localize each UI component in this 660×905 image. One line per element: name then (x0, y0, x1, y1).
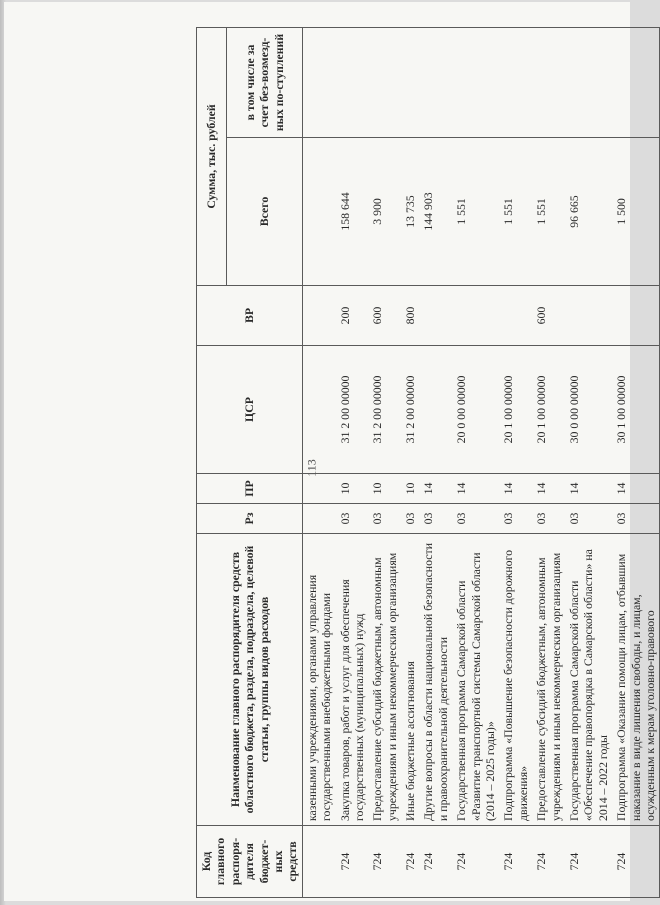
page-number: 113 (304, 459, 319, 477)
header-row (197, 28, 227, 898)
cell-name: Государственная программа Самарской области «Обеспечение правопорядка в Самарской области» на 2014 – 2022 годы (565, 534, 612, 826)
cell-code: 724 (452, 826, 499, 898)
cell-incl (532, 28, 565, 138)
cell-vr: 800 (401, 286, 419, 346)
table-row (532, 28, 565, 898)
table-row (452, 28, 499, 898)
cell-vr (565, 286, 612, 346)
cell-rz (302, 504, 335, 534)
cell-rz: 03 (499, 504, 532, 534)
cell-incl (612, 28, 660, 138)
cell-incl (565, 28, 612, 138)
cell-incl (419, 28, 452, 138)
cell-pr: 10 (401, 474, 419, 504)
cell-code: 724 (532, 826, 565, 898)
header-csr: ЦСР (197, 346, 303, 474)
cell-total: 158 644 (336, 138, 369, 286)
cell-code: 724 (612, 826, 660, 898)
cell-total: 1 551 (532, 138, 565, 286)
cell-csr: 30 0 00 00000 (565, 346, 612, 474)
cell-rz: 03 (368, 504, 401, 534)
cell-rz: 03 (612, 504, 660, 534)
table-row (612, 28, 660, 898)
table-row (401, 28, 419, 898)
cell-csr: 20 1 00 00000 (532, 346, 565, 474)
cell-name: Предоставление субсидий бюджетным, автономным учреждениям и иным некоммерческим организациям (532, 534, 565, 826)
header-rz: Рз (197, 504, 303, 534)
cell-rz: 03 (565, 504, 612, 534)
cell-rz: 03 (401, 504, 419, 534)
header-vr: ВР (197, 286, 303, 346)
table-row (419, 28, 452, 898)
cell-pr (302, 474, 335, 504)
cell-csr: 31 2 00 00000 (401, 346, 419, 474)
table-row (302, 28, 335, 898)
cell-csr: 31 2 00 00000 (368, 346, 401, 474)
cell-vr (419, 286, 452, 346)
cell-incl (368, 28, 401, 138)
cell-csr: 30 1 00 00000 (612, 346, 660, 474)
cell-total: 1 551 (452, 138, 499, 286)
cell-code: 724 (419, 826, 452, 898)
cell-pr: 10 (336, 474, 369, 504)
cell-incl (401, 28, 419, 138)
header-code: Код главного распоря-дителя бюджет-ных средств (197, 826, 303, 898)
cell-code: 724 (336, 826, 369, 898)
cell-name: Предоставление субсидий бюджетным, автономным учреждениям и иным некоммерческим организациям (368, 534, 401, 826)
header-sum-group: Сумма, тыс. рублей (197, 28, 227, 286)
cell-code: 724 (565, 826, 612, 898)
cell-vr: 600 (532, 286, 565, 346)
table-row (565, 28, 612, 898)
cell-csr (419, 346, 452, 474)
cell-pr: 14 (452, 474, 499, 504)
cell-pr: 14 (499, 474, 532, 504)
cell-pr: 14 (532, 474, 565, 504)
cell-name: Другие вопросы в области национальной безопасности и правоохранительной деятельности (419, 534, 452, 826)
cell-rz: 03 (336, 504, 369, 534)
cell-total: 96 665 (565, 138, 612, 286)
cell-csr (302, 346, 335, 474)
cell-vr (302, 286, 335, 346)
cell-code: 724 (499, 826, 532, 898)
cell-vr (499, 286, 532, 346)
budget-table (196, 27, 660, 898)
cell-name: Иные бюджетные ассигнования (401, 534, 419, 826)
cell-code: 724 (368, 826, 401, 898)
cell-csr: 31 2 00 00000 (336, 346, 369, 474)
cell-vr (612, 286, 660, 346)
cell-total: 1 551 (499, 138, 532, 286)
cell-vr: 600 (368, 286, 401, 346)
table-row (368, 28, 401, 898)
cell-incl (499, 28, 532, 138)
cell-pr: 10 (368, 474, 401, 504)
cell-vr (452, 286, 499, 346)
cell-vr: 200 (336, 286, 369, 346)
table-row (499, 28, 532, 898)
cell-total: 13 735 (401, 138, 419, 286)
cell-total: 1 500 (612, 138, 660, 286)
header-name: Наименование главного распорядителя средств областного бюджета, раздела, подраздела, целевой статьи, группы видов расходов (197, 534, 303, 826)
cell-incl (452, 28, 499, 138)
table-row (336, 28, 369, 898)
cell-name: казенными учреждениями, органами управления государственными внебюджетными фондами (302, 534, 335, 826)
cell-csr: 20 1 00 00000 (499, 346, 532, 474)
cell-rz: 03 (532, 504, 565, 534)
cell-name: Подпрограмма «Оказание помощи лицам, отбывшим наказание в виде лишения свободы, и лицам, осужденным к мерам уголовно-правового (612, 534, 660, 826)
cell-csr: 20 0 00 00000 (452, 346, 499, 474)
cell-pr: 14 (565, 474, 612, 504)
cell-rz: 03 (419, 504, 452, 534)
cell-code: 724 (401, 826, 419, 898)
cell-incl (336, 28, 369, 138)
header-total: Всего (227, 138, 302, 286)
cell-name: Государственная программа Самарской области «Развитие транспортной системы Самарской области (2014 – 2025 годы)» (452, 534, 499, 826)
cell-name: Подпрограмма «Повышение безопасности дорожного движения» (499, 534, 532, 826)
header-pr: ПР (197, 474, 303, 504)
cell-pr: 14 (612, 474, 660, 504)
cell-total (302, 138, 335, 286)
cell-rz: 03 (452, 504, 499, 534)
cell-total: 144 903 (419, 138, 452, 286)
header-incl: в том числе за счет без-возмезд-ных по-ступлений (227, 28, 302, 138)
cell-total: 3 900 (368, 138, 401, 286)
cell-name: Закупка товаров, работ и услуг для обеспечения государственных (муниципальных) нужд (336, 534, 369, 826)
cell-pr: 14 (419, 474, 452, 504)
cell-incl (302, 28, 335, 138)
cell-code (302, 826, 335, 898)
